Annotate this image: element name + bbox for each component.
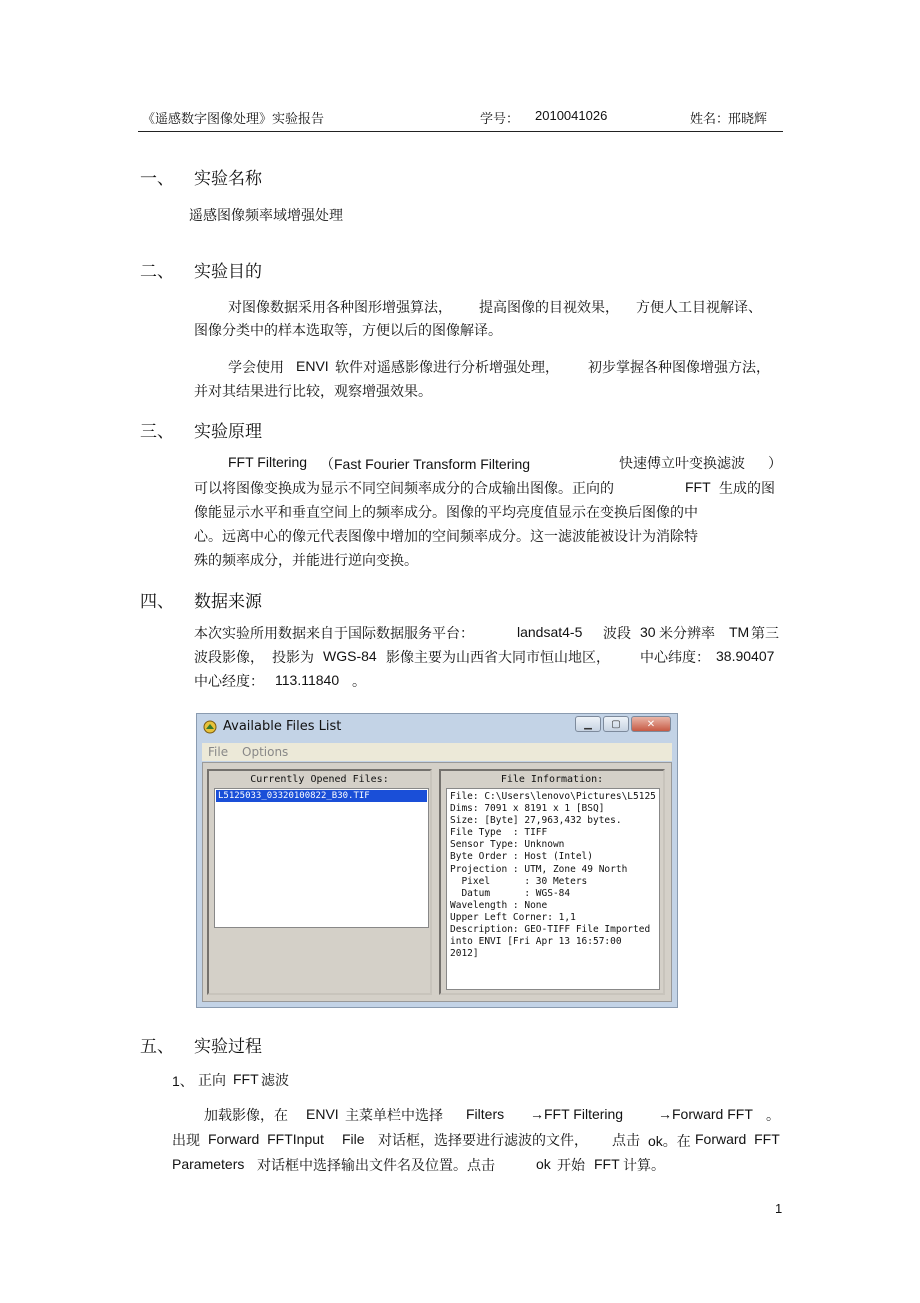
source-l1-a: 本次实验所用数据来自于国际数据服务平台： xyxy=(194,626,474,642)
process-l3-b: 对话框中选择输出文件名及位置。点击 xyxy=(257,1158,495,1174)
process-l2-e: 点击 xyxy=(612,1133,640,1149)
principle-l1-b: （Fast Fourier Transform Filtering xyxy=(320,456,531,472)
info-line: Projection : UTM, Zone 49 North xyxy=(450,863,628,875)
info-line: Wavelength : None xyxy=(450,899,548,911)
section-2-number: 二、 xyxy=(140,262,174,282)
source-l2-c: WGS-84 xyxy=(323,648,377,664)
section-3-title: 实验原理 xyxy=(194,422,262,442)
section-1-number: 一、 xyxy=(140,169,174,189)
info-line: into ENVI [Fri Apr 13 16:57:00 xyxy=(450,936,622,948)
file-info-header: File Information: xyxy=(500,774,604,785)
info-line: Sensor Type: Unknown xyxy=(450,839,565,851)
principle-l4: 心。远离中心的像元代表图像中增加的空间频率成分。这一滤波能被设计为消除特 xyxy=(194,529,698,545)
subsection-title-b: FFT xyxy=(233,1071,259,1087)
process-l3-c: ok xyxy=(536,1156,551,1172)
close-icon[interactable]: ✕ xyxy=(631,716,671,732)
purpose-p1-d: 图像分类中的样本选取等，方便以后的图像解译。 xyxy=(194,323,502,339)
info-line: File: C:\Users\lenovo\Pictures\L5125 xyxy=(450,791,656,802)
student-id-label: 学号： xyxy=(480,112,520,127)
experiment-name: 遥感图像频率域增强处理 xyxy=(189,208,343,224)
process-l1-b: ENVI xyxy=(306,1106,339,1122)
menu-bar xyxy=(202,743,672,761)
file-list-item-selected[interactable]: L5125033_03320100822_B30.TIF xyxy=(216,790,427,802)
section-4-number: 四、 xyxy=(140,592,174,612)
source-l3-c: 。 xyxy=(352,674,366,690)
purpose-p2-d: 初步掌握各种图像增强方法， xyxy=(588,360,770,376)
process-l2-a: 出现 xyxy=(172,1133,200,1149)
section-4-title: 数据来源 xyxy=(194,592,262,612)
source-l1-f: TM xyxy=(729,624,750,640)
process-l1-d: Filters xyxy=(466,1106,505,1122)
process-l1-a: 加载影像，在 xyxy=(204,1108,288,1124)
principle-l2-a: 可以将图像变换成为显示不同空间频率成分的合成输出图像。正向的 xyxy=(194,481,614,497)
process-l3-a: Parameters xyxy=(172,1156,245,1172)
envi-app-icon xyxy=(203,720,217,734)
window-controls xyxy=(575,716,671,732)
principle-l1-d: ） xyxy=(768,456,782,472)
info-line: 2012] xyxy=(450,948,479,960)
source-l1-d: 30 xyxy=(640,624,656,640)
opened-files-header: Currently Opened Files: xyxy=(250,774,389,785)
source-l3-a: 中心经度： xyxy=(194,674,264,690)
source-l1-b: landsat4-5 xyxy=(517,624,583,640)
process-l1-g: 。 xyxy=(766,1108,780,1124)
purpose-p1-b: 提高图像的目视效果， xyxy=(479,300,619,316)
purpose-p1-a: 对图像数据采用各种图形增强算法， xyxy=(228,300,452,316)
window-title: Available Files List xyxy=(223,719,342,734)
info-line: Datum : WGS-84 xyxy=(450,887,571,899)
page-number: 1 xyxy=(775,1201,783,1216)
principle-l1-c: 快速傅立叶变换滤波 xyxy=(619,456,745,472)
section-5-number: 五、 xyxy=(140,1037,174,1057)
process-l2-b: Forward FFTInput xyxy=(208,1131,324,1147)
principle-l2-b: FFT xyxy=(685,479,711,495)
info-line: Description: GEO-TIFF File Imported xyxy=(450,924,651,936)
principle-l2-c: 生成的图 xyxy=(719,481,775,497)
section-5-title: 实验过程 xyxy=(194,1037,262,1057)
source-l2-f: 38.90407 xyxy=(716,648,775,664)
purpose-p2-b: ENVI xyxy=(296,358,329,374)
section-3-number: 三、 xyxy=(140,422,174,442)
purpose-p1-c: 方便人工目视解译、 xyxy=(636,300,762,316)
student-id: 2010041026 xyxy=(535,108,608,123)
purpose-p2-a: 学会使用 xyxy=(228,360,284,376)
menu-options[interactable]: Options xyxy=(242,745,289,759)
file-info-panel xyxy=(439,769,665,995)
opened-files-panel xyxy=(207,769,432,995)
purpose-p2-c: 软件对遥感影像进行分析增强处理， xyxy=(335,360,559,376)
process-l2-c: File xyxy=(342,1131,365,1147)
process-l3-e: FFT xyxy=(594,1156,620,1172)
section-1-title: 实验名称 xyxy=(194,169,262,189)
info-line: File Type : TIFF xyxy=(450,827,548,839)
subsection-title-c: 滤波 xyxy=(261,1073,289,1089)
process-l2-d: 对话框，选择要进行滤波的文件， xyxy=(378,1133,588,1149)
student-name: 邢晓辉 xyxy=(728,112,768,127)
section-2-title: 实验目的 xyxy=(194,262,262,282)
maximize-icon[interactable]: ▢ xyxy=(603,716,629,732)
process-l3-f: 计算。 xyxy=(623,1158,665,1174)
source-l1-c: 波段 xyxy=(603,626,631,642)
process-l1-e: →FFT Filtering xyxy=(530,1106,624,1122)
info-line: Byte Order : Host (Intel) xyxy=(450,851,593,863)
principle-l3: 像能显示水平和垂直空间上的频率成分。图像的平均亮度值显示在变换后图像的中 xyxy=(194,505,698,521)
source-l2-d: 影像主要为山西省大同市恒山地区， xyxy=(386,650,610,666)
process-l1-c: 主菜单栏中选择 xyxy=(345,1108,443,1124)
header-rule xyxy=(138,131,783,132)
principle-l1-a: FFT Filtering xyxy=(228,454,308,470)
process-l2-f: ok。在 xyxy=(648,1133,691,1149)
source-l2-a: 波段影像， xyxy=(194,650,264,666)
source-l1-g: 第三 xyxy=(751,626,779,642)
report-title: 《遥感数字图像处理》实验报告 xyxy=(142,112,325,127)
subsection-title-a: 正向 xyxy=(198,1073,226,1089)
source-l1-e: 米分辨率 xyxy=(659,626,715,642)
source-l2-b: 投影为 xyxy=(272,650,314,666)
source-l2-e: 中心纬度： xyxy=(640,650,710,666)
file-info-text xyxy=(446,788,660,990)
info-line: Upper Left Corner: 1,1 xyxy=(450,911,576,923)
opened-files-list[interactable] xyxy=(214,788,429,928)
subsection-number: 1、 xyxy=(172,1073,194,1089)
process-l2-g: Forward FFT xyxy=(695,1131,780,1147)
menu-file[interactable]: File xyxy=(208,745,229,759)
window-client xyxy=(202,762,672,1002)
name-label: 姓名： xyxy=(690,112,730,127)
source-l3-b: 113.11840 xyxy=(275,672,340,688)
info-line: Pixel : 30 Meters xyxy=(450,875,588,887)
process-l3-d: 开始 xyxy=(557,1158,585,1174)
minimize-icon[interactable]: ▁ xyxy=(575,716,601,732)
info-line: Dims: 7091 x 8191 x 1 [BSQ] xyxy=(450,803,605,815)
info-line: Size: [Byte] 27,963,432 bytes. xyxy=(450,815,622,827)
available-files-window xyxy=(196,713,678,1008)
principle-l5: 殊的频率成分，并能进行逆向变换。 xyxy=(194,553,418,569)
process-l1-f: →Forward FFT xyxy=(658,1106,753,1122)
purpose-p2-e: 并对其结果进行比较，观察增强效果。 xyxy=(194,384,432,400)
